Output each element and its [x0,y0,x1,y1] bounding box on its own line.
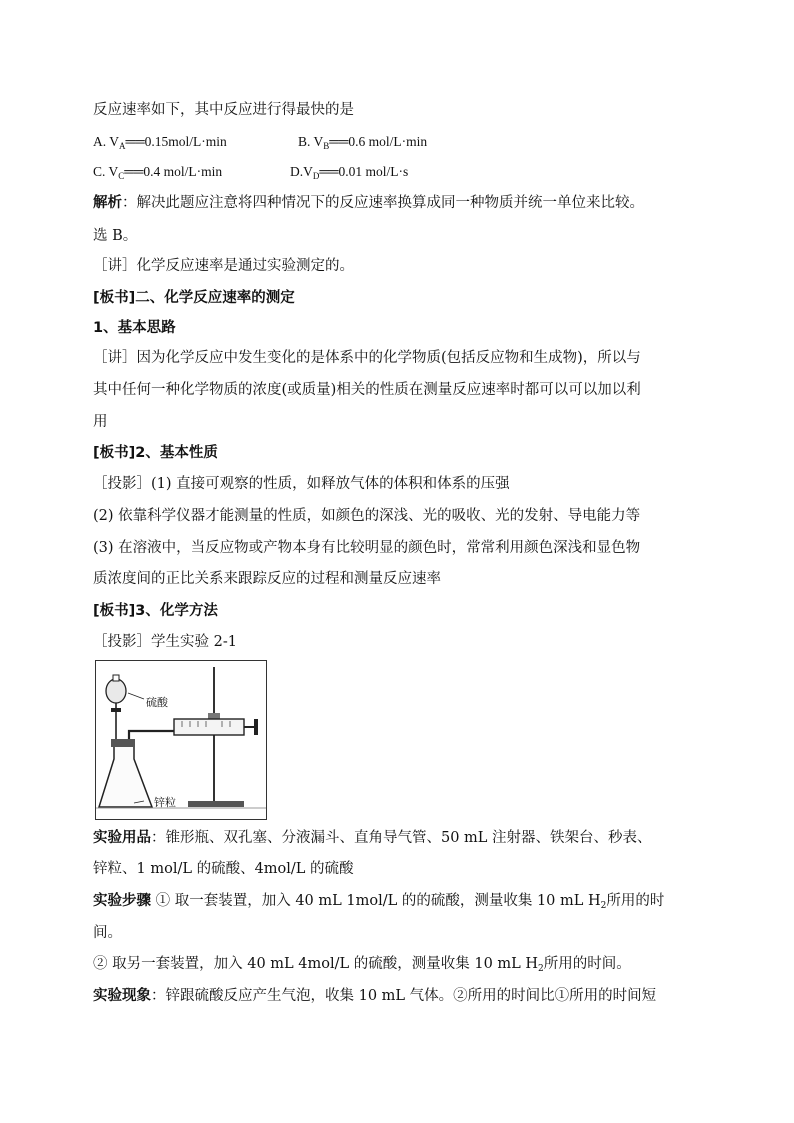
erlenmeyer-flask [99,747,152,807]
materials-line-1: 实验用品：锥形瓶、双孔塞、分液漏斗、直角导气管、50 mL 注射器、铁架台、秒表、 [93,830,652,846]
projection-3-line-2: 质浓度间的正比关系来跟踪反应的过程和测量反应速率 [93,571,441,587]
choice-c: C. $V_C══0.4$ mol/L·min [93,164,223,181]
label-zinc: 锌粒 [154,796,176,809]
step-2: ② 取另一套装置，加入 40 mL 4mol/L 的硫酸，测量收集 10 mL $H_2$所用的时间。 [93,956,631,974]
syringe-plunger [254,719,258,735]
board-heading-properties: [板书]2、基本性质 [93,445,218,461]
board-heading-chemical: [板书]3、化学方法 [93,603,218,619]
separatory-funnel [106,679,126,703]
talk-1: ［讲］化学反应速率是通过实验测定的。 [93,258,354,274]
explanation-line: 解析：解决此题应注意将四种情况下的反应速率换算成同一种物质并统一单位来比较。 [93,195,644,211]
explanation-answer: 选 B。 [93,228,138,244]
board-heading-2: [板书]二、化学反应速率的测定 [93,290,295,306]
choice-b: B. $V_B══0.6$ mol/L·min [298,134,428,151]
materials-line-2: 锌粒、1 mol/L 的硫酸、4mol/L 的硫酸 [93,861,354,877]
stopper [111,739,135,747]
projection-1: ［投影］(1) 直接可观察的性质，如释放气体的体积和体系的压强 [93,476,510,492]
talk-2-line-2: 其中任何一种化学物质的浓度(或质量)相关的性质在测量反应速率时都可以可以加以利 [93,382,641,398]
apparatus-drawing [96,661,266,819]
projection-2: (2) 依靠科学仪器才能测量的性质，如颜色的深浅、光的吸收、光的发射、导电能力等 [93,508,641,524]
talk-2-line-1: ［讲］因为化学反应中发生变化的是体系中的化学物质(包括反应物和生成物)，所以与 [93,350,641,366]
choice-a: A. $V_A══0.15mol/L\cdot\min$ [93,134,227,151]
projection-3-line-1: (3) 在溶液中，当反应物或产物本身有比较明显的颜色时，常常利用颜色深浅和显色物 [93,540,641,556]
observation-line: 实验现象：锌跟硫酸反应产生气泡，收集 10 mL 气体。②所用的时间比①所用的时间短 [93,988,657,1004]
syringe-barrel [174,719,244,735]
talk-2-line-3: 用 [93,414,108,430]
choice-d: $D.V_D══0.01$ mol/L·s [290,164,409,181]
gas-tube [129,731,174,741]
intro-text: 反应速率如下，其中反应进行得最快的是 [93,102,354,118]
apparatus-figure [95,660,267,820]
projection-experiment: ［投影］学生实验 2-1 [93,634,237,650]
heading-basic-idea: 1、基本思路 [93,320,176,336]
steps-line-2: 间。 [93,925,122,941]
stand-base [188,801,244,807]
label-sulfuric-acid: 硫酸 [146,696,168,709]
steps-line-1: 实验步骤 ① 取一套装置，加入 40 mL 1mol/L 的的硫酸，测量收集 10 mL $H_2$所用的时 [93,893,665,911]
